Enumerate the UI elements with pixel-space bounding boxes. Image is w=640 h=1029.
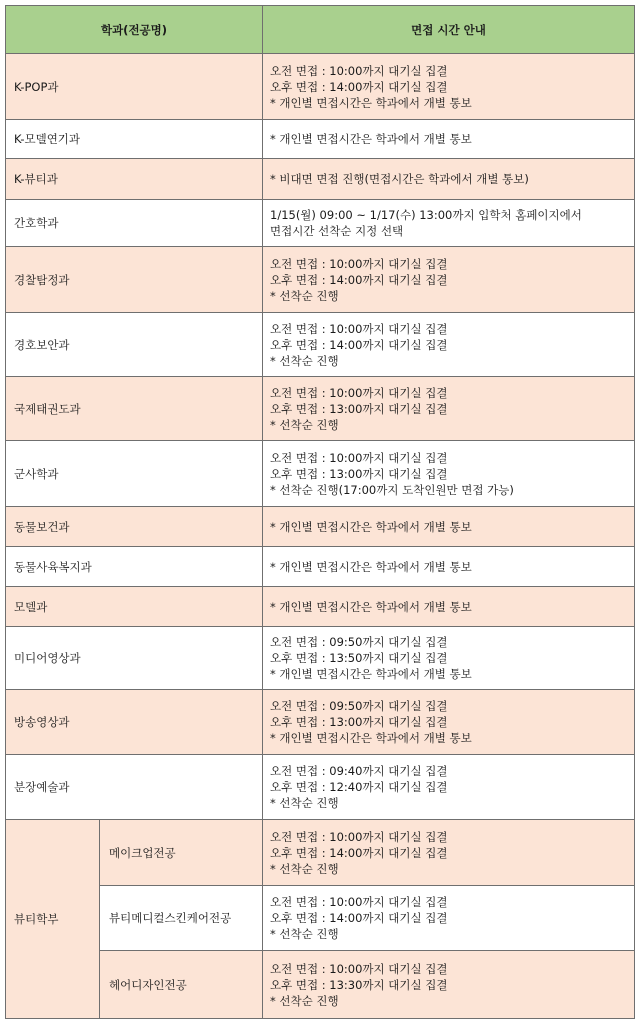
interview-time-cell: [263, 886, 635, 951]
header-interview-time: 면접 시간 안내: [263, 6, 635, 54]
interview-time-cell: [263, 247, 635, 313]
interview-time-line: * 개인별 면접시간은 학과에서 개별 통보: [270, 667, 472, 681]
interview-time-line: 1/15(월) 09:00 ~ 1/17(수) 13:00까지 입학처 홈페이지에서: [270, 208, 582, 222]
interview-time-cell: [263, 690, 635, 755]
interview-time-line: * 개인별 면접시간은 학과에서 개별 통보: [270, 132, 472, 146]
table-row: [6, 507, 635, 547]
interview-time-line: 오전 면접 : 09:40까지 대기실 집결: [270, 764, 448, 778]
department-cell: 방송영상과: [6, 690, 263, 755]
department-cell: 모델과: [6, 587, 263, 627]
table-row: [6, 247, 635, 313]
table-row: [6, 951, 635, 1019]
table-row: [6, 313, 635, 377]
department-cell: 국제태권도과: [6, 377, 263, 441]
table-row: [6, 441, 635, 507]
table-row: [6, 120, 635, 159]
interview-time-line: 오후 면접 : 14:00까지 대기실 집결: [270, 79, 448, 94]
interview-time-line: 오전 면접 : 09:50까지 대기실 집결: [270, 635, 448, 649]
table-row: [6, 200, 635, 247]
department-cell: K-POP과: [6, 54, 263, 120]
table-row: [6, 627, 635, 690]
interview-time-line: 오전 면접 : 10:00까지 대기실 집결: [270, 961, 448, 976]
major-cell: 헤어디자인전공: [100, 951, 263, 1019]
interview-time-cell: [263, 627, 635, 690]
department-cell: 동물보건과: [6, 507, 263, 547]
table-row: [6, 547, 635, 587]
interview-schedule-table: [5, 5, 635, 1019]
interview-time-cell: [263, 200, 635, 247]
table-row: [6, 377, 635, 441]
interview-time-line: 오후 면접 : 13:00까지 대기실 집결: [270, 401, 448, 416]
table-row: [6, 587, 635, 627]
interview-time-line: * 비대면 면접 진행(면접시간은 학과에서 개별 통보): [270, 172, 529, 186]
table-row: [6, 54, 635, 120]
interview-time-line: * 개인별 면접시간은 학과에서 개별 통보: [270, 95, 472, 110]
table-row: [6, 820, 635, 886]
interview-time-cell: [263, 120, 635, 159]
interview-time-line: 오후 면접 : 13:00까지 대기실 집결: [270, 715, 448, 729]
interview-time-line: * 선착순 진행: [270, 417, 339, 432]
interview-time-line: 오전 면접 : 10:00까지 대기실 집결: [270, 63, 448, 78]
interview-time-line: 오전 면접 : 10:00까지 대기실 집결: [270, 450, 448, 465]
interview-time-line: 면접시간 선착순 지정 선택: [270, 224, 404, 238]
department-cell: 미디어영상과: [6, 627, 263, 690]
table-row: [6, 159, 635, 200]
interview-time-line: 오후 면접 : 13:30까지 대기실 집결: [270, 977, 448, 992]
interview-time-cell: [263, 755, 635, 820]
interview-time-cell: [263, 377, 635, 441]
interview-time-line: * 선착순 진행: [270, 288, 339, 303]
interview-time-cell: [263, 54, 635, 120]
interview-time-line: 오전 면접 : 10:00까지 대기실 집결: [270, 895, 448, 909]
department-cell: 경찰탐정과: [6, 247, 263, 313]
interview-time-line: 오후 면접 : 14:00까지 대기실 집결: [270, 337, 448, 352]
interview-time-line: 오전 면접 : 10:00까지 대기실 집결: [270, 256, 448, 271]
interview-time-line: 오전 면접 : 10:00까지 대기실 집결: [270, 385, 448, 400]
interview-time-line: 오후 면접 : 14:00까지 대기실 집결: [270, 845, 448, 860]
department-group-cell: 뷰티학부: [6, 820, 100, 1019]
interview-time-cell: [263, 587, 635, 627]
department-cell: 분장예술과: [6, 755, 263, 820]
table-body: [6, 54, 635, 1019]
interview-time-cell: [263, 441, 635, 507]
interview-time-line: 오후 면접 : 14:00까지 대기실 집결: [270, 911, 448, 925]
interview-time-line: 오후 면접 : 12:40까지 대기실 집결: [270, 780, 448, 794]
department-cell: 간호학과: [6, 200, 263, 247]
table-row: [6, 755, 635, 820]
major-cell: 뷰티메디컬스킨케어전공: [100, 886, 263, 951]
interview-time-line: * 선착순 진행(17:00까지 도착인원만 면접 가능): [270, 482, 514, 497]
interview-time-line: 오전 면접 : 10:00까지 대기실 집결: [270, 829, 448, 844]
interview-time-line: * 개인별 면접시간은 학과에서 개별 통보: [270, 599, 472, 614]
interview-time-line: 오후 면접 : 14:00까지 대기실 집결: [270, 272, 448, 287]
header-department: 학과(전공명): [6, 6, 263, 54]
interview-time-line: * 선착순 진행: [270, 993, 339, 1008]
department-cell: K-뷰티과: [6, 159, 263, 200]
interview-time-line: * 선착순 진행: [270, 796, 339, 810]
interview-time-line: 오후 면접 : 13:50까지 대기실 집결: [270, 651, 448, 665]
interview-time-line: * 선착순 진행: [270, 861, 339, 876]
department-cell: 동물사육복지과: [6, 547, 263, 587]
table-row: [6, 690, 635, 755]
interview-time-line: * 개인별 면접시간은 학과에서 개별 통보: [270, 559, 472, 574]
interview-time-line: * 선착순 진행: [270, 927, 339, 941]
department-cell: 경호보안과: [6, 313, 263, 377]
interview-time-line: * 선착순 진행: [270, 353, 339, 368]
interview-time-cell: [263, 159, 635, 200]
table-row: [6, 886, 635, 951]
header-row: [6, 6, 635, 54]
interview-time-cell: [263, 507, 635, 547]
interview-time-cell: [263, 547, 635, 587]
interview-time-cell: [263, 313, 635, 377]
department-cell: K-모델연기과: [6, 120, 263, 159]
interview-time-line: * 개인별 면접시간은 학과에서 개별 통보: [270, 519, 472, 534]
department-cell: 군사학과: [6, 441, 263, 507]
interview-time-line: 오전 면접 : 10:00까지 대기실 집결: [270, 321, 448, 336]
interview-time-line: 오전 면접 : 09:50까지 대기실 집결: [270, 699, 448, 713]
interview-time-cell: [263, 951, 635, 1019]
interview-time-line: 오후 면접 : 13:00까지 대기실 집결: [270, 466, 448, 481]
interview-time-line: * 개인별 면접시간은 학과에서 개별 통보: [270, 731, 472, 745]
interview-time-cell: [263, 820, 635, 886]
major-cell: 메이크업전공: [100, 820, 263, 886]
